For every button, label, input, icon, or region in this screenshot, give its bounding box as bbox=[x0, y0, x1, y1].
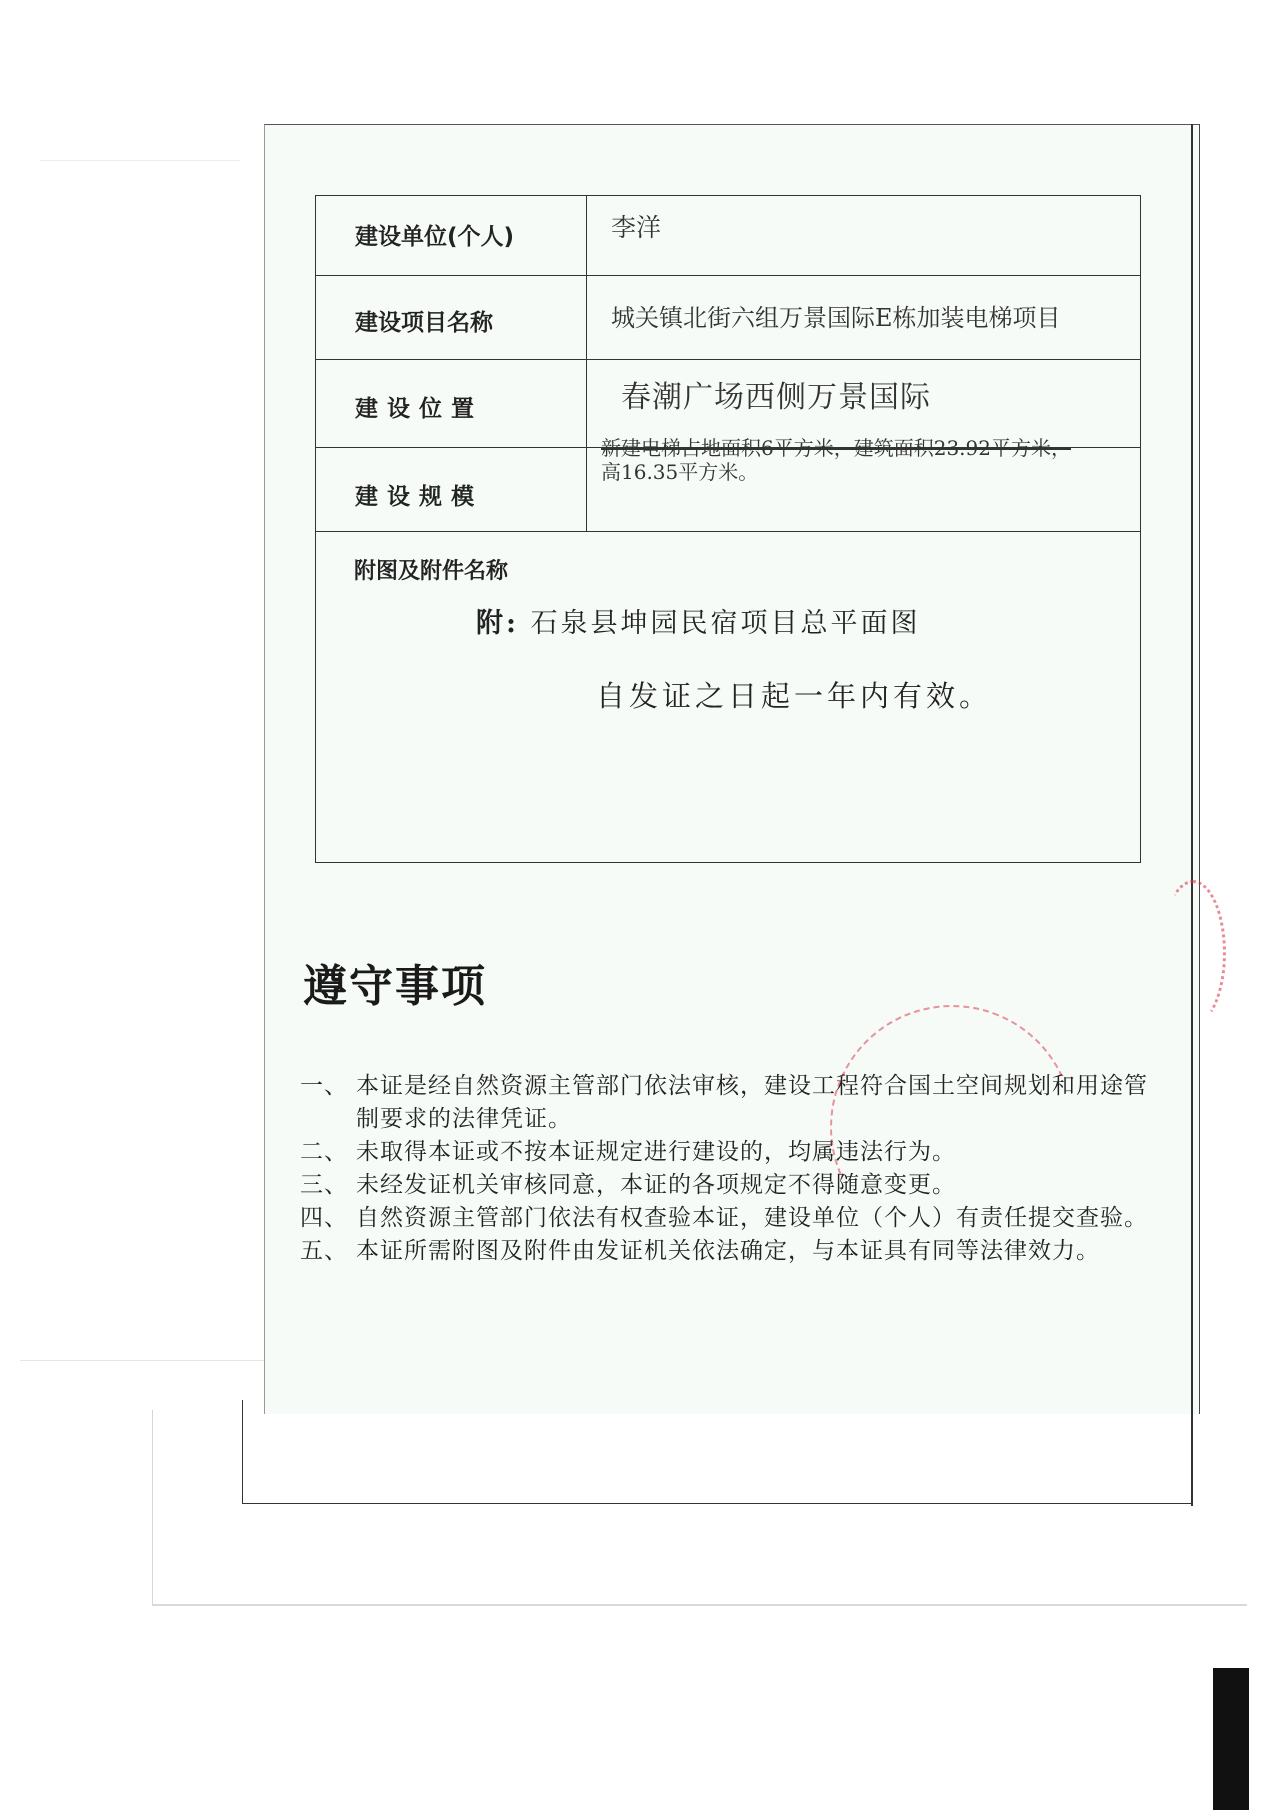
note-text: 本证所需附图及附件由发证机关依法确定，与本证具有同等法律效力。 bbox=[356, 1238, 1100, 1264]
attachment-prefix: 附: bbox=[476, 608, 519, 639]
back-sheet-frame bbox=[242, 1400, 1192, 1504]
value-location: 春潮广场西侧万景国际 bbox=[621, 380, 931, 415]
scan-edge-line bbox=[20, 1360, 270, 1361]
attachments-label: 附图及附件名称 bbox=[354, 559, 509, 584]
value-project-name: 城关镇北街六组万景国际E栋加装电梯项目 bbox=[611, 304, 1061, 332]
row-label bbox=[316, 276, 587, 359]
red-seal-edge bbox=[1160, 880, 1226, 1026]
label-applicant: 建设单位(个人) bbox=[355, 224, 515, 250]
note-number: 四、 bbox=[300, 1205, 348, 1231]
note-number: 二、 bbox=[300, 1139, 348, 1165]
note-item bbox=[300, 1235, 1160, 1268]
row-value bbox=[601, 276, 1134, 359]
notes-title: 遵守事项 bbox=[303, 961, 487, 1012]
value-scale-line2: 高16.35平方米。 bbox=[601, 460, 759, 484]
scan-edge-line bbox=[152, 1410, 153, 1605]
label-project-name: 建设项目名称 bbox=[355, 310, 493, 336]
validity-note: 自发证之日起一年内有效。 bbox=[596, 679, 993, 713]
frame-right-line bbox=[1191, 124, 1193, 1506]
scan-black-bar bbox=[1213, 1668, 1249, 1810]
row-scale bbox=[316, 436, 1140, 532]
row-label bbox=[316, 448, 587, 531]
note-text: 未经发证机关审核同意，本证的各项规定不得随意变更。 bbox=[356, 1172, 956, 1198]
attachment-name: 石泉县坤园民宿项目总平面图 bbox=[530, 608, 921, 639]
value-scale bbox=[601, 436, 1201, 484]
note-text: 本证是经自然资源主管部门依法审核，建设工程符合国土空间规划和用途管制要求的法律凭证。 bbox=[356, 1073, 1148, 1132]
scan-artifact-line bbox=[40, 160, 240, 161]
permit-info-table bbox=[315, 195, 1141, 863]
note-text: 未取得本证或不按本证规定进行建设的，均属违法行为。 bbox=[356, 1139, 956, 1165]
note-number: 三、 bbox=[300, 1172, 348, 1198]
note-number: 五、 bbox=[300, 1238, 348, 1264]
attachment-item bbox=[476, 601, 921, 640]
row-label bbox=[316, 196, 587, 275]
scan-edge-line bbox=[152, 1604, 1247, 1606]
row-value bbox=[601, 360, 1134, 447]
note-text: 自然资源主管部门依法有权查验本证，建设单位（个人）有责任提交查验。 bbox=[356, 1205, 1148, 1231]
row-project-name bbox=[316, 276, 1140, 360]
label-scale: 建设规模 bbox=[355, 484, 483, 510]
row-applicant bbox=[316, 196, 1140, 276]
value-applicant: 李洋 bbox=[611, 213, 662, 242]
row-location bbox=[316, 360, 1140, 448]
value-scale-line1: 新建电梯占地面积6平方米，建筑面积23.92平方米， bbox=[601, 436, 1071, 460]
label-location: 建设位置 bbox=[355, 396, 483, 422]
note-number: 一、 bbox=[300, 1073, 348, 1099]
row-value bbox=[601, 196, 1134, 275]
row-label bbox=[316, 360, 587, 447]
row-value bbox=[601, 436, 1134, 531]
